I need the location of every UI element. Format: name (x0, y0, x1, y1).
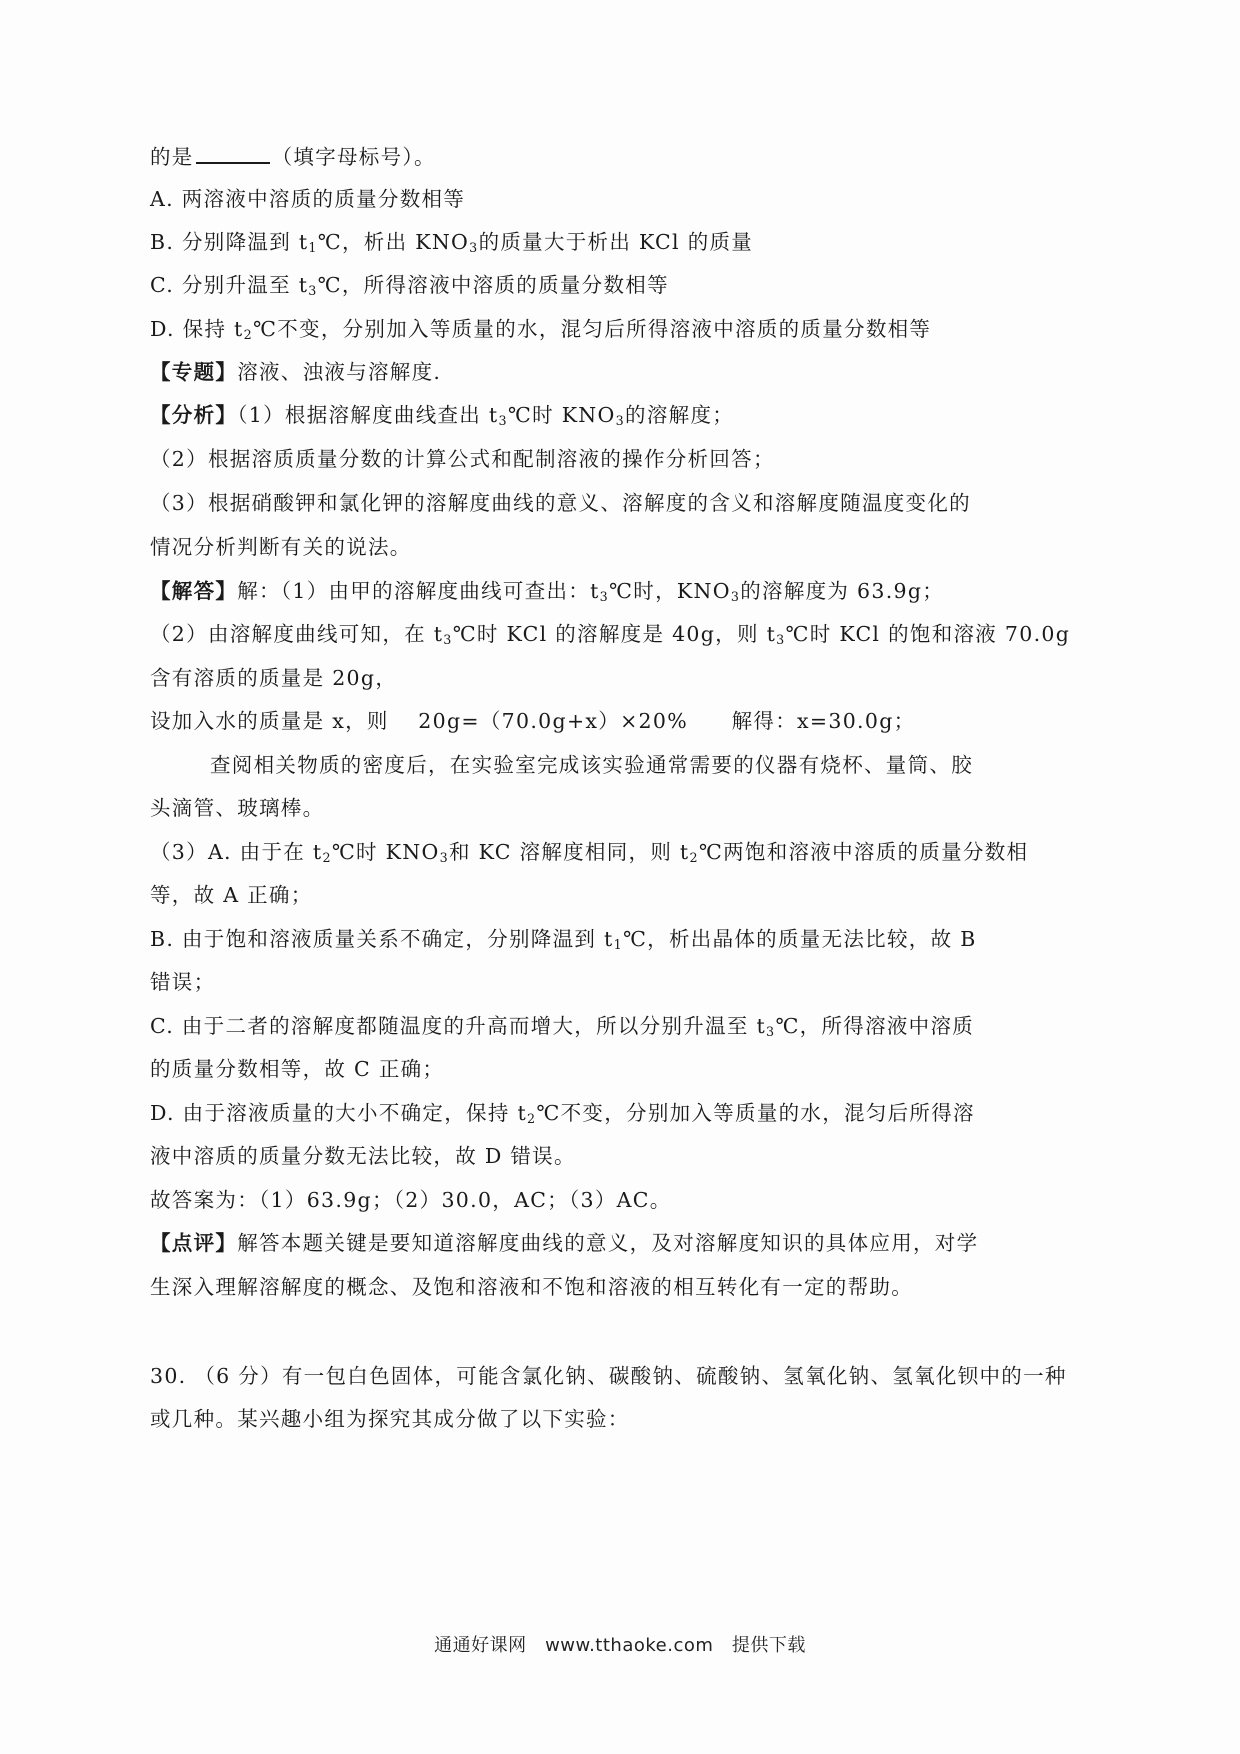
option-d: D. 保持 $t_2℃$不变，分别加入等质量的水，混匀后所得溶液中溶质的质量分数相等 (150, 317, 932, 343)
analysis-line-1: 【分析】（1）根据溶解度曲线查出 $t_3℃$时 $KNO_3$的溶解度； (150, 403, 735, 429)
fill-blank-line: 的是 （填字母标号）。 (150, 140, 1100, 170)
comment-line-2: 生深入理解溶解度的概念、及饱和溶液和不饱和溶液的相互转化有一定的帮助。 (150, 1275, 913, 1299)
solution-line-8: 等，故 A 正确； (150, 883, 313, 907)
analysis-line-3: （3）根据硝酸钾和氯化钾的溶解度曲线的意义、溶解度的含义和溶解度随温度变化的 (150, 491, 971, 515)
solution-line-13: D. 由于溶液质量的大小不确定，保持 $t_2℃$不变，分别加入等质量的水，混匀后所得溶 (150, 1101, 975, 1127)
solution-line-5: 查阅相关物质的密度后，在实验室完成该实验通常需要的仪器有烧杯、量筒、胶 (210, 753, 973, 777)
option-b: B. 分别降温到 $t_1℃$，析出 $KNO_3$的质量大于析出 KCl 的质量 (150, 230, 754, 256)
option-c: C. 分别升温至 $t_3℃$，所得溶液中溶质的质量分数相等 (150, 273, 669, 299)
comment-tag: 【点评】 (150, 1231, 238, 1255)
answer-summary: 故答案为：（1）63.9g；（2）30.0，AC；（3）AC。 (150, 1188, 672, 1212)
answer-blank[interactable] (196, 140, 270, 164)
solution-line-9: B. 由于饱和溶液质量关系不确定，分别降温到 $t_1℃$，析出晶体的质量无法比较，故 B (150, 927, 977, 953)
solution-line-12: 的质量分数相等，故 C 正确； (150, 1057, 445, 1081)
option-a: A. 两溶液中溶质的质量分数相等 (150, 187, 466, 211)
solution-line-2: （2）由溶解度曲线可知，在 $t_3℃$时 KCl 的溶解度是 40g，则 $t_3℃$时 KCl 的饱和溶液 70.0g (150, 622, 1071, 648)
solution-line-11: C. 由于二者的溶解度都随温度的升高而增大，所以分别升温至 $t_3℃$，所得溶液中溶质 (150, 1014, 975, 1040)
question-30-line-1: 30. （6 分）有一包白色固体，可能含氯化钠、碳酸钠、硫酸钠、氢氧化钠、氢氧化钡中的一种 (150, 1364, 1067, 1388)
solution-line-6: 头滴管、玻璃棒。 (150, 796, 325, 820)
analysis-line-4: 情况分析判断有关的说法。 (150, 535, 412, 559)
solution-line-14: 液中溶质的质量分数无法比较，故 D 错误。 (150, 1144, 576, 1168)
solution-line-1: 【解答】解：（1）由甲的溶解度曲线可查出：$t_3℃$时，$KNO_3$的溶解度为 63.9g； (150, 579, 945, 605)
solution-tag: 【解答】 (150, 579, 238, 603)
page-footer: 通通好课网 www.tthaoke.com 提供下载 (434, 1635, 806, 1656)
topic-line: 【专题】溶液、浊液与溶解度. (150, 360, 442, 384)
comment-line-1: 【点评】解答本题关键是要知道溶解度曲线的意义，及对溶解度知识的具体应用，对学 (150, 1231, 979, 1255)
solution-line-7: （3）A. 由于在 $t_2℃$时 $KNO_3$和 KC 溶解度相同，则 $t_2℃$两饱和溶液中溶质的质量分数相 (150, 840, 1029, 866)
analysis-line-2: （2）根据溶质质量分数的计算公式和配制溶液的操作分析回答； (150, 447, 775, 471)
solution-line-3: 含有溶质的质量是 20g， (150, 666, 398, 690)
analysis-tag: 【分析】 (150, 403, 238, 427)
topic-tag: 【专题】 (150, 360, 238, 384)
question-30-line-2: 或几种。某兴趣小组为探究其成分做了以下实验： (150, 1407, 630, 1431)
solution-line-10: 错误； (150, 970, 216, 994)
solution-line-4: 设加入水的质量是 x，则 20g=（70.0g+x）×20% 解得：x=30.0g； (150, 709, 916, 733)
